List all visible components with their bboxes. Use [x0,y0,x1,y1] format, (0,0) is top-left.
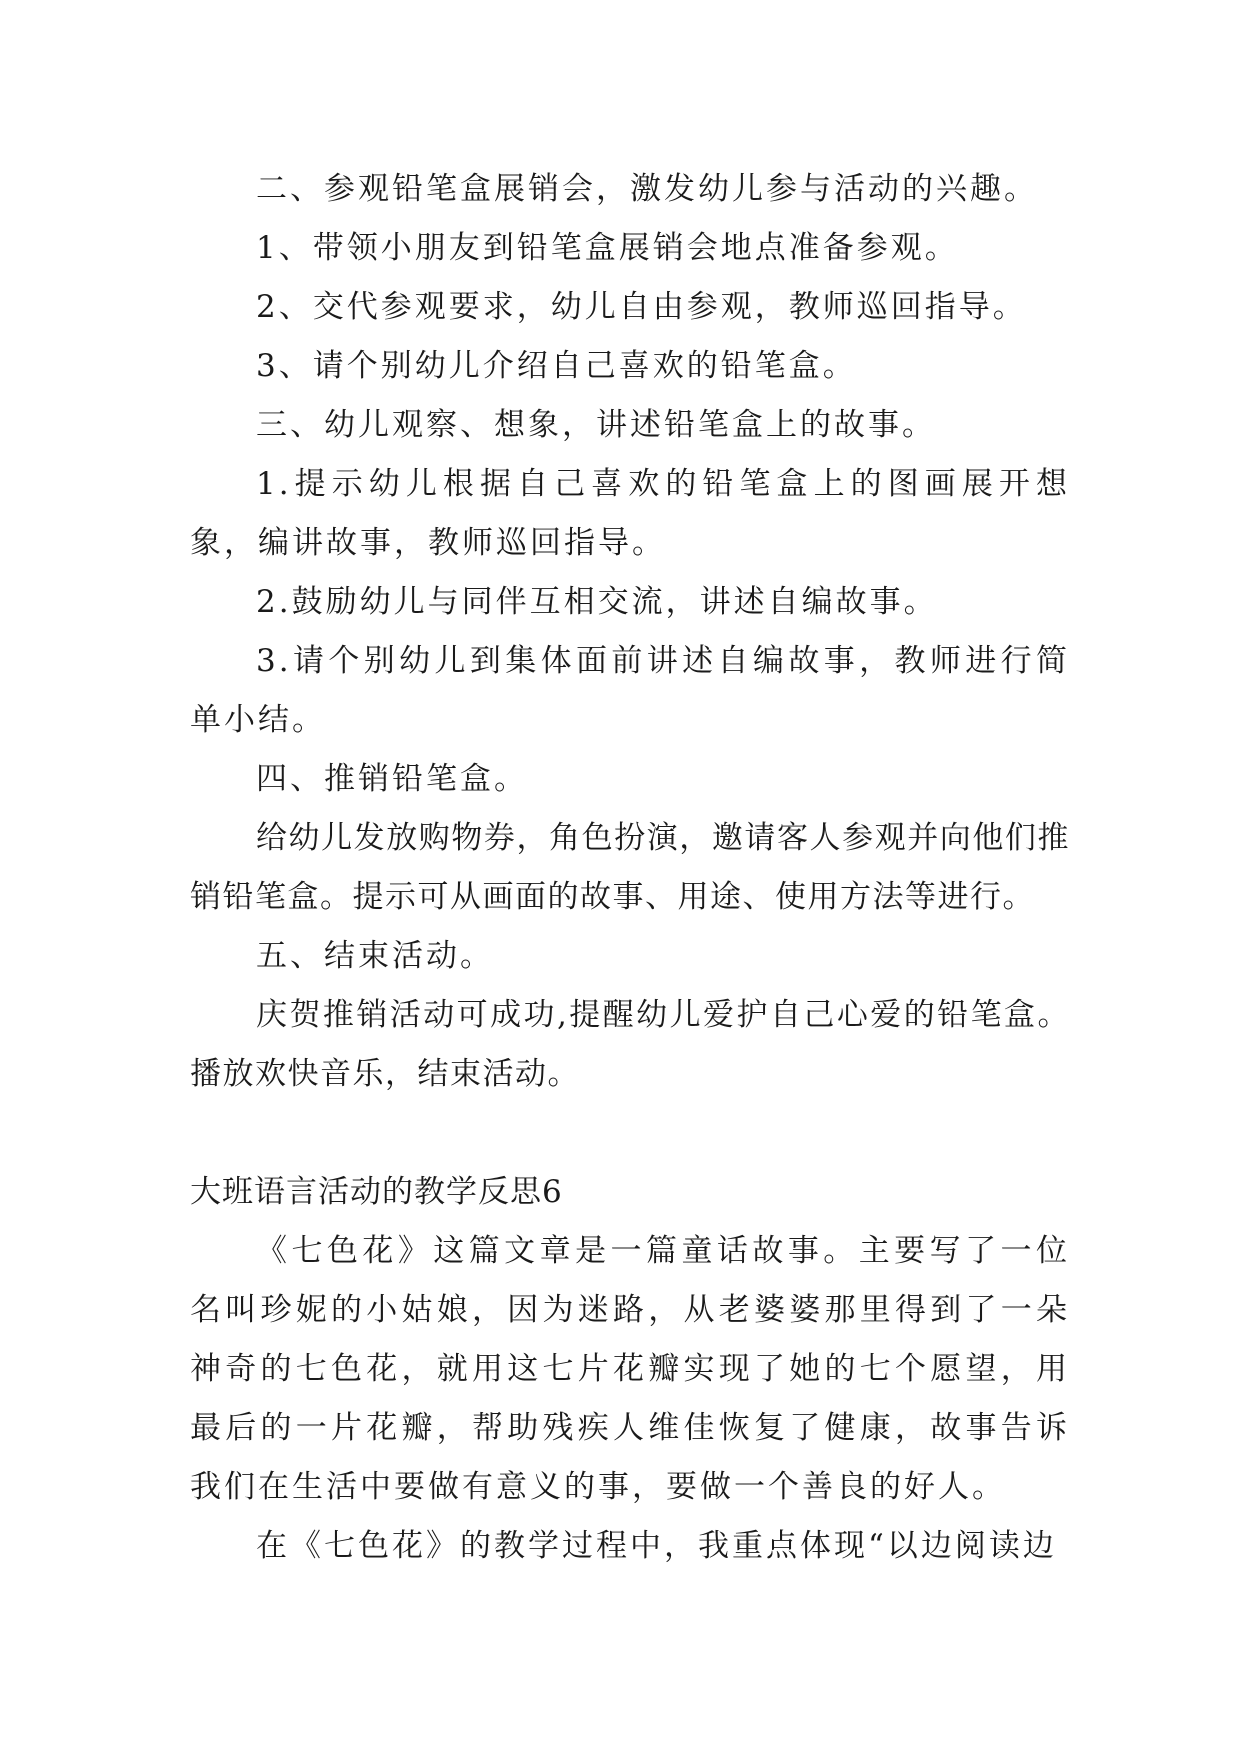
paragraph-reflection-2: 在《七色花》的教学过程中，我重点体现“以边阅读边 [256,1528,1057,1564]
section-spacer [190,1104,1070,1163]
paragraph-reflection-1: 《七色花》这篇文章是一篇童话故事。主要写了一位名叫珍妮的小姑娘，因为迷路，从老婆婆那里得到了一朵神奇的七色花，就用这七片花瓣实现了她的七个愿望，用最后的一片花瓣，帮助残疾人维佳恢复了健康，故事告诉我们在生活中要做有意义的事，要做一个善良的好人。 [190,1233,1070,1505]
paragraph-section-four-title: 四、推销铅笔盒。 [256,761,528,797]
paragraph-step-3-3: 3.请个别幼儿到集体面前讲述自编故事，教师进行简单小结。 [190,643,1070,738]
paragraph-section-two-title: 二、参观铅笔盒展销会，激发幼儿参与活动的兴趣。 [256,171,1038,207]
paragraph-step-2-3: 3、请个别幼儿介绍自己喜欢的铅笔盒。 [256,348,857,384]
paragraph-step-4-body: 给幼儿发放购物券，角色扮演，邀请客人参观并向他们推销铅笔盒。提示可从画面的故事、用途、使用方法等进行。 [190,820,1070,915]
paragraph-step-5-body: 庆贺推销活动可成功,提醒幼儿爱护自己心爱的铅笔盒。播放欢快音乐，结束活动。 [190,997,1070,1092]
paragraph-step-3-1: 1.提示幼儿根据自己喜欢的铅笔盒上的图画展开想象，编讲故事，教师巡回指导。 [190,466,1070,561]
paragraph-step-2-2: 2、交代参观要求，幼儿自由参观，教师巡回指导。 [256,289,1027,325]
section-heading: 大班语言活动的教学反思6 [190,1174,563,1210]
paragraph-section-three-title: 三、幼儿观察、想象，讲述铅笔盒上的故事。 [256,407,936,443]
paragraph-section-five-title: 五、结束活动。 [256,938,494,974]
paragraph-step-3-2: 2.鼓励幼儿与同伴互相交流，讲述自编故事。 [256,584,938,620]
paragraph-step-2-1: 1、带领小朋友到铅笔盒展销会地点准备参观。 [256,230,959,266]
document-body [190,160,1070,1576]
